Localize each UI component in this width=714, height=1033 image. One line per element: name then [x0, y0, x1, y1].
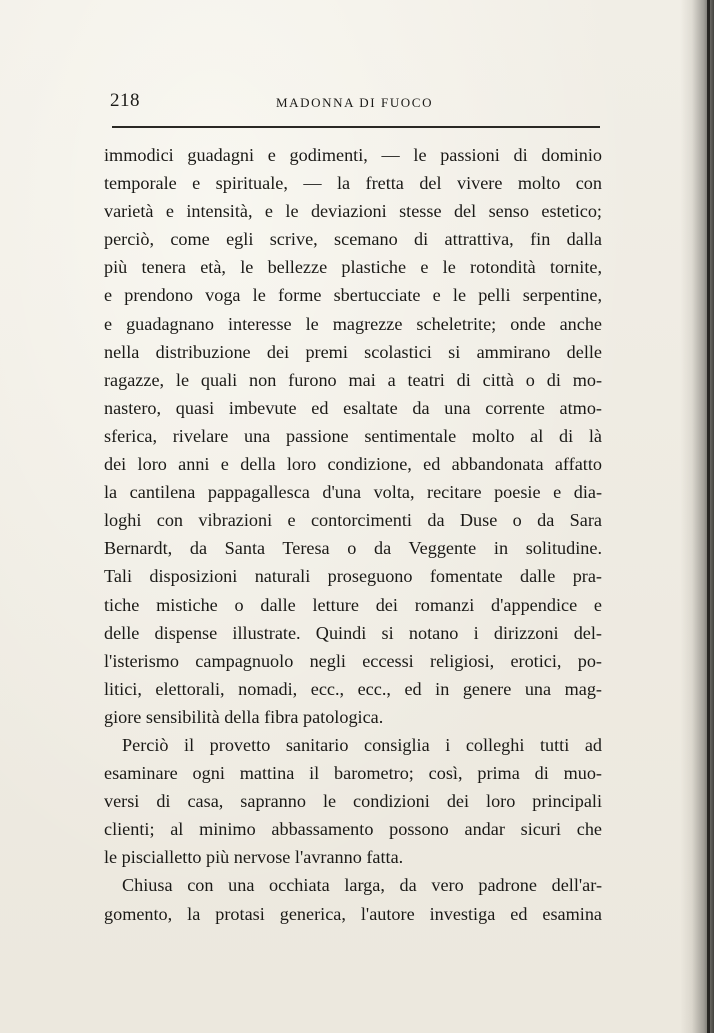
text-line: Perciò il provetto sanitario consiglia i colleghi tutti ad [122, 734, 602, 755]
text-line: varietà e intensità, e le deviazioni stesse del senso estetico; [104, 201, 602, 222]
text-line: Bernardt, da Santa Teresa o da Veggente in solitudine. [104, 538, 602, 559]
text-line: nella distribuzione dei premi scolastici si ammirano delle [104, 341, 602, 362]
text-line: clienti; al minimo abbassamento possono andar sicuri che [104, 819, 602, 840]
text-line: nastero, quasi imbevute ed esaltate da una corrente atmo- [104, 397, 602, 418]
text-line: giore sensibilità della fibra patologica. [104, 706, 384, 727]
text-line: perciò, come egli scrive, scemano di attrattiva, fin dalla [104, 229, 602, 250]
text-line: Tali disposizioni naturali proseguono fomentate dalle pra- [104, 566, 602, 587]
text-line: litici, elettorali, nomadi, ecc., ecc., ed in genere una mag- [104, 678, 602, 699]
text-line: l'isterismo campagnuolo negli eccessi religiosi, erotici, po- [104, 650, 602, 671]
text-line: versi di casa, sapranno le condizioni dei loro principali [104, 791, 602, 812]
page-header [110, 90, 600, 114]
text-line: e guadagnano interesse le magrezze scheletrite; onde anche [104, 313, 602, 334]
text-line: dei loro anni e della loro condizione, ed abbandonata affatto [104, 454, 602, 475]
text-line: Chiusa con una occhiata larga, da vero padrone dell'ar- [122, 875, 602, 896]
page-number: 218 [110, 90, 140, 111]
text-line: delle dispense illustrate. Quindi si notano i dirizzoni del- [104, 622, 602, 643]
text-line: le piscialletto più nervose l'avranno fatta. [104, 847, 404, 868]
text-line: immodici guadagni e godimenti, — le passioni di dominio [104, 145, 602, 165]
text-line: e prendono voga le forme sbertucciate e le pelli serpentine, [104, 285, 602, 306]
text-line: la cantilena pappagallesca d'una volta, recitare poesie e dia- [104, 482, 602, 503]
text-line: sferica, rivelare una passione sentimentale molto al di là [104, 425, 602, 446]
text-line: più tenera età, le bellezze plastiche e le rotondità tornite, [104, 257, 602, 278]
body-text [104, 141, 602, 928]
text-line: esaminare ogni mattina il barometro; così, prima di muo- [104, 763, 602, 784]
book-spine-edge [707, 0, 710, 1033]
text-line: ragazze, le quali non furono mai a teatri di città o di mo- [104, 369, 602, 390]
running-title: MADONNA DI FUOCO [276, 95, 434, 110]
text-line: tiche mistiche o dalle letture dei romanzi d'appendice e [104, 594, 602, 615]
text-line: loghi con vibrazioni e contorcimenti da Duse o da Sara [104, 510, 602, 531]
text-line: gomento, la protasi generica, l'autore investiga ed esamina [104, 903, 602, 924]
header-rule [112, 126, 600, 128]
text-line: temporale e spirituale, — la fretta del vivere molto con [104, 173, 602, 194]
